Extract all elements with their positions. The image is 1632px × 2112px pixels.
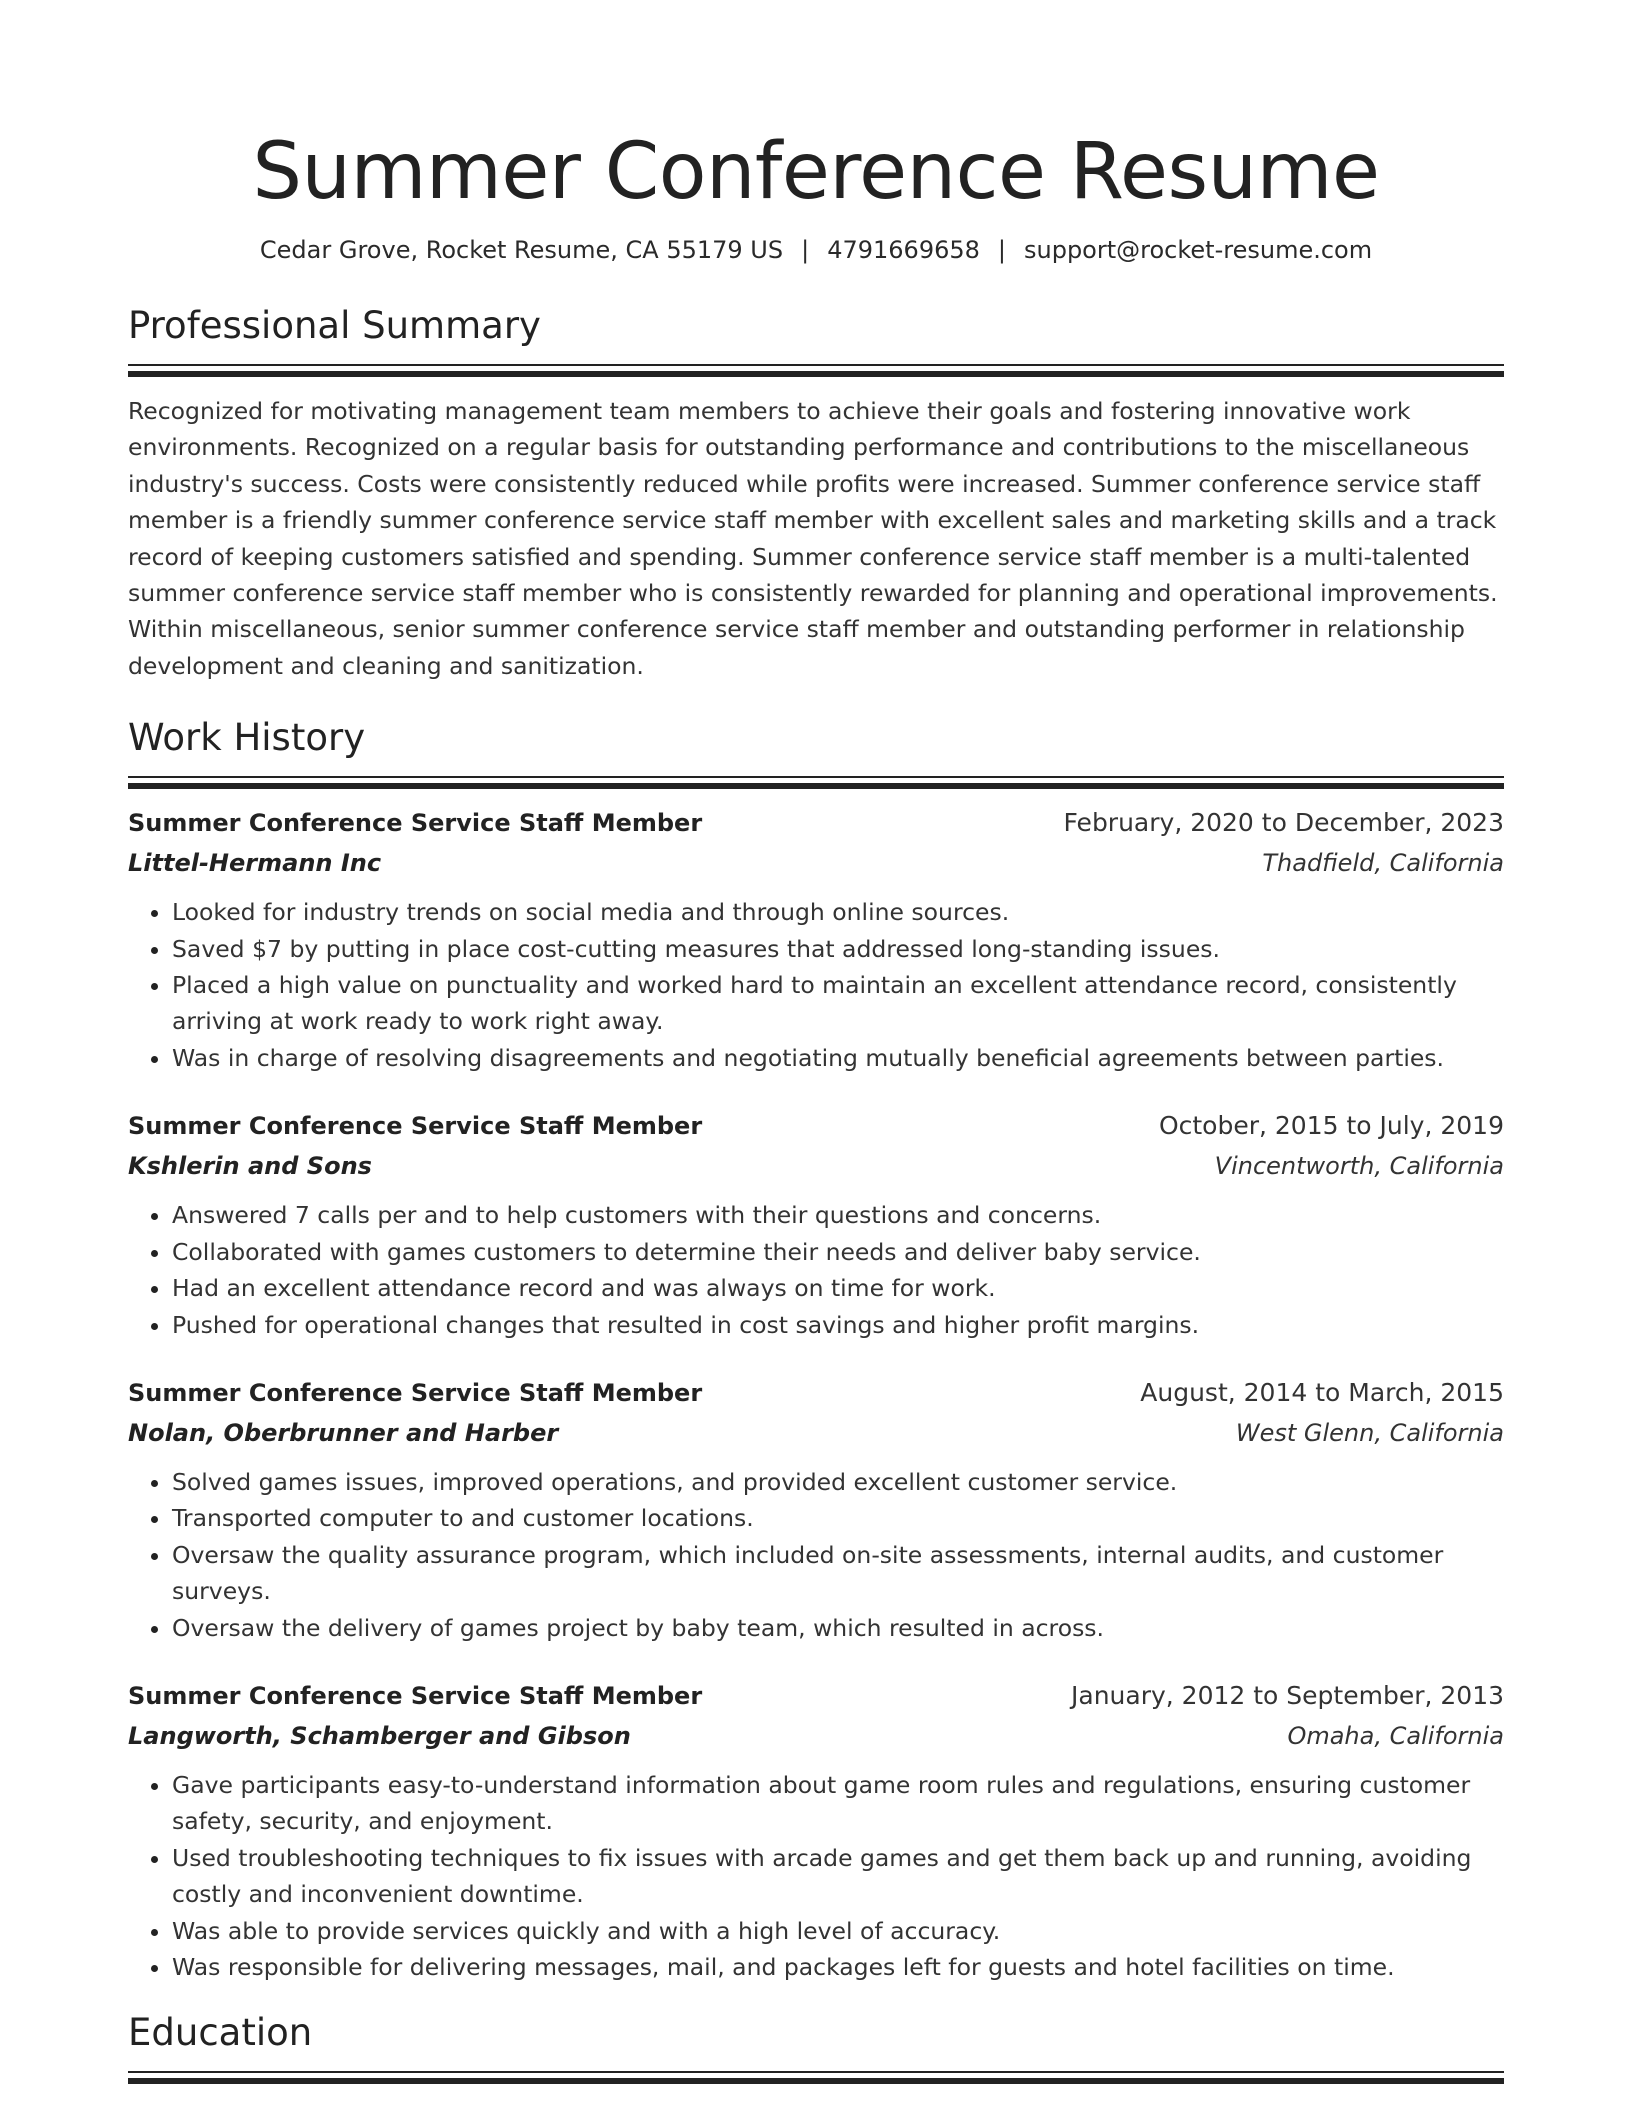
job-title: Summer Conference Service Staff Member [128,809,703,838]
bullet-item: • Collaborated with games customers to determine their needs and deliver baby service. [172,1234,1504,1270]
job-header [128,1373,1504,1413]
bullet-item: • Oversaw the quality assurance program, which included on-site assessments, internal audits, and customer surveys. [172,1537,1504,1610]
job-subheader [128,1716,1504,1756]
summary-text: Recognized for motivating management team members to achieve their goals and fostering innovative work environments. Recognized on a regular basis for outstanding performance and contributions to the miscellaneous industry's success. Costs were consistently reduced while profits were increased. Summer conference service staff member is a friendly summer conference service staff member with excellent sales and marketing skills and a track record of keeping customers satisfied and spending. Summer conference service staff member is a multi-talented summer conference service staff member who is consistently rewarded for planning and operational improvements. Within miscellaneous, senior summer conference service staff member and outstanding performer in relationship development and cleaning and sanitization. [128,397,1498,680]
section-divider [128,371,1504,377]
company-name: Nolan, Oberbrunner and Harber [128,1418,559,1447]
job-header [128,803,1504,843]
job-entry [128,1676,1504,1985]
section-divider [128,364,1504,366]
job-dates: January, 2012 to September, 2013 [1071,1680,1504,1710]
bullet-item: • Was responsible for delivering messages, mail, and packages left for guests and hotel facilities on time. [172,1949,1504,1985]
job-title: Summer Conference Service Staff Member [128,1681,703,1710]
section-divider [128,776,1504,778]
bullet-item: • Was in charge of resolving disagreements and negotiating mutually beneficial agreements between parties. [172,1040,1504,1076]
job-location: Thadfield, California [1262,849,1504,878]
section-divider [128,2071,1504,2073]
job-location: Vincentworth, California [1214,1152,1504,1181]
education-section [128,2009,1504,2084]
section-divider [128,783,1504,789]
contact-separator: | [997,236,1006,264]
professional-summary-section [128,302,1504,684]
bullet-item: • Looked for industry trends on social media and through online sources. [172,894,1504,930]
job-title: Summer Conference Service Staff Member [128,1112,703,1141]
bullet-item: • Used troubleshooting techniques to fix issues with arcade games and get them back up and running, avoiding costly and inconvenient downtime. [172,1840,1504,1913]
job-header [128,1676,1504,1716]
contact-phone: 4791669658 [827,236,980,264]
bullet-item: • Was able to provide services quickly and with a high level of accuracy. [172,1913,1504,1949]
bullet-item: • Answered 7 calls per and to help customers with their questions and concerns. [172,1197,1504,1233]
bullet-item: • Gave participants easy-to-understand information about game room rules and regulations, ensuring customer safety, security, and enjoyment. [172,1767,1504,1840]
job-subheader [128,843,1504,883]
bullet-item: • Placed a high value on punctuality and worked hard to maintain an excellent attendance record, consistently arriving at work ready to work right away. [172,967,1504,1040]
work-history-section [128,714,1504,1985]
job-title: Summer Conference Service Staff Member [128,1378,703,1407]
job-entry [128,803,1504,1076]
resume-page [128,0,1504,2084]
bullet-item: • Oversaw the delivery of games project by baby team, which resulted in across. [172,1610,1504,1646]
company-name: Littel-Hermann Inc [128,849,382,878]
resume-title: Summer Conference Resume [252,127,1380,217]
job-dates: February, 2020 to December, 2023 [1063,808,1504,838]
bullet-item: • Had an excellent attendance record and was always on time for work. [172,1270,1504,1306]
job-subheader [128,1413,1504,1453]
job-bullets [128,1197,1504,1343]
section-divider [128,2078,1504,2084]
job-bullets [128,1464,1504,1646]
bullet-item: • Saved $7 by putting in place cost-cutting measures that addressed long-standing issues. [172,931,1504,967]
job-location: Omaha, California [1287,1721,1504,1750]
job-dates: October, 2015 to July, 2019 [1158,1111,1504,1141]
job-subheader [128,1146,1504,1186]
job-entry [128,1106,1504,1343]
job-dates: August, 2014 to March, 2015 [1140,1377,1504,1407]
job-entry [128,1373,1504,1646]
job-bullets [128,894,1504,1076]
contact-line [128,234,1504,266]
bullet-item: • Pushed for operational changes that resulted in cost savings and higher profit margins. [172,1307,1504,1343]
section-heading: Professional Summary [128,304,541,347]
job-location: West Glenn, California [1235,1418,1504,1447]
section-heading: Education [128,2011,313,2055]
job-header [128,1106,1504,1146]
company-name: Kshlerin and Sons [128,1152,372,1181]
job-bullets [128,1767,1504,1985]
bullet-item: • Solved games issues, improved operations, and provided excellent customer service. [172,1464,1504,1500]
company-name: Langworth, Schamberger and Gibson [128,1721,631,1750]
contact-address: Cedar Grove, Rocket Resume, CA 55179 US [259,236,784,264]
bullet-item: • Transported computer to and customer locations. [172,1500,1504,1536]
contact-email: support@rocket-resume.com [1024,236,1373,264]
contact-separator: | [801,236,810,264]
section-heading: Work History [128,716,366,760]
